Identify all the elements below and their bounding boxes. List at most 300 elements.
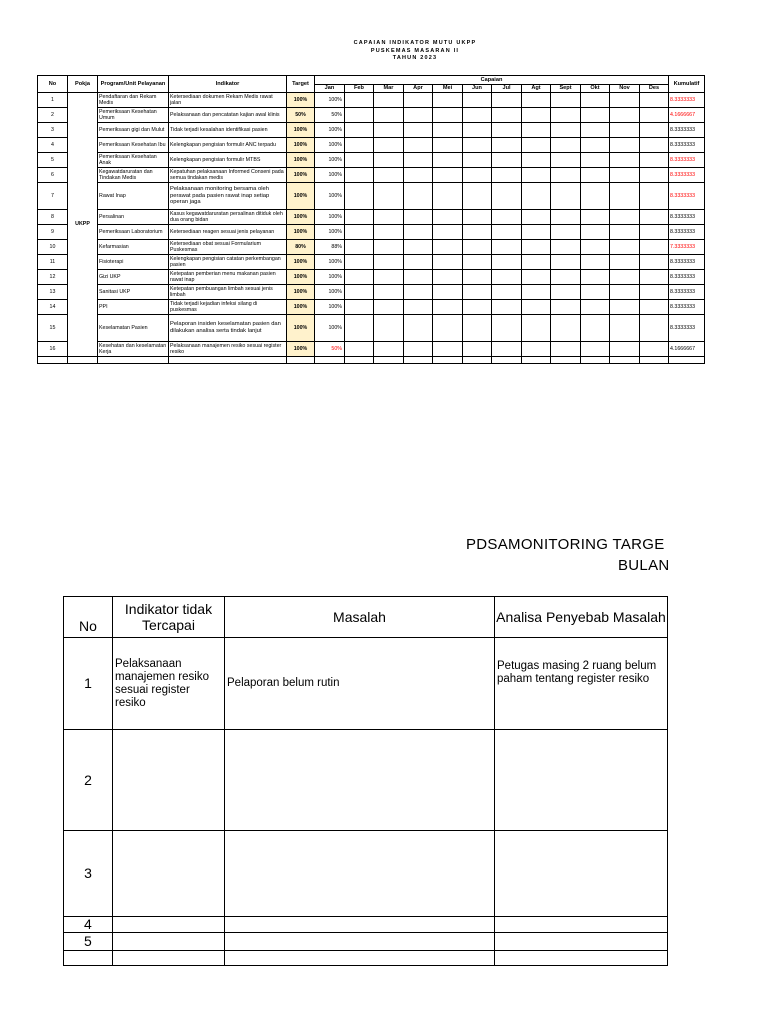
row-month-cell (581, 123, 610, 138)
row-indikator: Pelaporan insiden keselamatan pasien dan dilakukan analisa serta tindak lanjut (169, 315, 287, 342)
row-month-cell (640, 342, 669, 357)
row-no: 16 (38, 342, 68, 357)
pdsa-col-no: No (64, 597, 113, 638)
row-month-cell (404, 93, 433, 108)
row-no: 15 (38, 315, 68, 342)
pdsa-row-indikator (113, 951, 225, 966)
row-month-cell (404, 342, 433, 357)
row-month-cell (551, 270, 581, 285)
row-month-cell (522, 138, 551, 153)
row-indikator: Pelaksanaan monitoring bersama oleh perawat pada pasien rawat inap setiap operan jaga (169, 183, 287, 210)
row-month-cell (374, 342, 404, 357)
row-month-cell (463, 240, 492, 255)
row-month-cell (640, 225, 669, 240)
row-month-cell (640, 255, 669, 270)
row-month-cell (522, 285, 551, 300)
row-month-cell (433, 225, 463, 240)
month-header: Agt (522, 85, 551, 93)
table-row (38, 123, 705, 138)
row-month-cell (374, 123, 404, 138)
row-month-cell (345, 225, 374, 240)
row-month-cell (433, 285, 463, 300)
row-month-cell (404, 300, 433, 315)
row-target: 100% (287, 342, 315, 357)
row-month-cell (345, 342, 374, 357)
row-month-cell (374, 210, 404, 225)
row-month-cell (463, 210, 492, 225)
row-month-cell (345, 168, 374, 183)
row-month-cell (345, 270, 374, 285)
row-no: 9 (38, 225, 68, 240)
month-header: Sept (551, 85, 581, 93)
row-no: 13 (38, 285, 68, 300)
row-month-cell (433, 300, 463, 315)
row-month-cell (610, 270, 640, 285)
row-month-cell (522, 123, 551, 138)
row-month-cell (581, 108, 610, 123)
row-target: 80% (287, 240, 315, 255)
row-month-cell (610, 153, 640, 168)
row-program: Gizi UKP (98, 270, 169, 285)
row-month-cell (374, 255, 404, 270)
row-jan: 100% (315, 270, 345, 285)
row-jan: 100% (315, 153, 345, 168)
row-month-cell (374, 225, 404, 240)
row-kumulatif: 4.1666667 (669, 342, 705, 357)
row-month-cell (522, 240, 551, 255)
row-month-cell (433, 240, 463, 255)
row-month-cell (463, 123, 492, 138)
row-month-cell (404, 270, 433, 285)
row-no: 2 (38, 108, 68, 123)
row-jan: 100% (315, 315, 345, 342)
row-indikator: Tidak terjadi kesalahan identifikasi pasien (169, 123, 287, 138)
pdsa-row-masalah (225, 917, 495, 933)
row-month-cell (640, 93, 669, 108)
table-row (38, 108, 705, 123)
row-month-cell (374, 315, 404, 342)
empty-cell (38, 357, 68, 364)
pdsa-row-masalah: Pelaporan belum rutin (225, 638, 495, 730)
row-month-cell (581, 285, 610, 300)
row-program: Pemeriksaan Kesehatan Ibu (98, 138, 169, 153)
pdsa-subtitle: BULAN (618, 557, 670, 574)
row-month-cell (492, 210, 522, 225)
row-month-cell (551, 285, 581, 300)
row-month-cell (581, 210, 610, 225)
pdsa-row (64, 730, 668, 831)
table-row (38, 183, 705, 210)
table-row (38, 168, 705, 183)
row-target: 100% (287, 300, 315, 315)
row-month-cell (492, 270, 522, 285)
pdsa-row-masalah (225, 730, 495, 831)
row-month-cell (345, 183, 374, 210)
row-indikator: Ketepatan pembuangan limbah sesuai jenis limbah (169, 285, 287, 300)
col-target: Target (287, 76, 315, 93)
row-jan: 100% (315, 123, 345, 138)
row-no: 5 (38, 153, 68, 168)
row-month-cell (522, 183, 551, 210)
row-program: Pemeriksaan gigi dan Mulut (98, 123, 169, 138)
row-month-cell (522, 168, 551, 183)
row-program: Pemeriksaan Kesehatan Anak (98, 153, 169, 168)
row-month-cell (581, 342, 610, 357)
row-month-cell (581, 315, 610, 342)
row-month-cell (522, 93, 551, 108)
row-month-cell (640, 168, 669, 183)
row-target: 100% (287, 255, 315, 270)
row-month-cell (610, 225, 640, 240)
col-no: No (38, 76, 68, 93)
empty-cell (522, 357, 551, 364)
row-indikator: Kasus kegawatdaruratan persalinan ditiduk oleh dua orang bidan (169, 210, 287, 225)
row-month-cell (581, 93, 610, 108)
row-month-cell (345, 123, 374, 138)
row-month-cell (640, 108, 669, 123)
row-no: 8 (38, 210, 68, 225)
row-month-cell (463, 93, 492, 108)
row-month-cell (345, 300, 374, 315)
report-subtitle: PUSKEMAS MASARAN II (370, 47, 460, 54)
row-month-cell (433, 123, 463, 138)
row-month-cell (640, 300, 669, 315)
row-month-cell (492, 123, 522, 138)
empty-cell (610, 357, 640, 364)
row-month-cell (581, 240, 610, 255)
row-month-cell (492, 315, 522, 342)
row-month-cell (522, 210, 551, 225)
row-month-cell (640, 285, 669, 300)
row-no: 11 (38, 255, 68, 270)
row-program: Pemeriksaan Kesehatan Umum (98, 108, 169, 123)
month-header: Mar (374, 85, 404, 93)
row-no: 4 (38, 138, 68, 153)
row-kumulatif: 8.3333333 (669, 255, 705, 270)
row-month-cell (551, 255, 581, 270)
row-month-cell (610, 255, 640, 270)
row-month-cell (374, 270, 404, 285)
row-month-cell (522, 225, 551, 240)
pdsa-row-no: 4 (64, 917, 113, 933)
row-target: 100% (287, 270, 315, 285)
row-month-cell (463, 225, 492, 240)
row-pokja: UKPP (68, 93, 98, 357)
row-month-cell (404, 210, 433, 225)
row-target: 100% (287, 225, 315, 240)
pdsa-row-no: 1 (64, 638, 113, 730)
row-month-cell (610, 210, 640, 225)
empty-cell (374, 357, 404, 364)
row-no: 12 (38, 270, 68, 285)
row-month-cell (522, 300, 551, 315)
row-program: Rawat Inap (98, 183, 169, 210)
row-month-cell (640, 210, 669, 225)
col-pokja: Pokja (68, 76, 98, 93)
row-target: 100% (287, 183, 315, 210)
row-no: 10 (38, 240, 68, 255)
row-month-cell (551, 183, 581, 210)
row-month-cell (345, 285, 374, 300)
row-target: 100% (287, 210, 315, 225)
row-month-cell (581, 225, 610, 240)
col-program: Program/Unit Pelayanan (98, 76, 169, 93)
row-kumulatif: 8.3333333 (669, 225, 705, 240)
row-kumulatif: 8.3333333 (669, 93, 705, 108)
pdsa-row-analisa (495, 951, 668, 966)
row-month-cell (610, 240, 640, 255)
row-month-cell (404, 225, 433, 240)
col-kumulatif: Kumulatif (669, 76, 705, 93)
row-month-cell (551, 168, 581, 183)
report-header (0, 40, 768, 63)
table-row (38, 315, 705, 342)
row-month-cell (463, 153, 492, 168)
pdsa-row (64, 951, 668, 966)
row-month-cell (640, 183, 669, 210)
row-month-cell (374, 93, 404, 108)
row-month-cell (345, 315, 374, 342)
table-row-empty (38, 357, 705, 364)
empty-cell (169, 357, 287, 364)
row-jan: 100% (315, 210, 345, 225)
row-kumulatif: 8.3333333 (669, 270, 705, 285)
report-title: CAPAIAN INDIKATOR MUTU UKPP (353, 40, 477, 46)
pdsa-row-indikator (113, 730, 225, 831)
row-month-cell (640, 153, 669, 168)
pdsa-row-indikator (113, 917, 225, 933)
row-indikator: Kelengkapan pengisian formulir ANC terpadu (169, 138, 287, 153)
table-row (38, 240, 705, 255)
row-month-cell (610, 168, 640, 183)
table-row (38, 225, 705, 240)
row-month-cell (404, 108, 433, 123)
row-target: 100% (287, 138, 315, 153)
row-month-cell (551, 342, 581, 357)
table-row (38, 270, 705, 285)
row-program: Pemeriksaan Laboratorium (98, 225, 169, 240)
row-no: 3 (38, 123, 68, 138)
row-month-cell (492, 168, 522, 183)
row-month-cell (551, 138, 581, 153)
row-no: 6 (38, 168, 68, 183)
row-month-cell (610, 93, 640, 108)
row-indikator: Kelengkapan pengisian catatan perkembangan pasien (169, 255, 287, 270)
row-month-cell (581, 183, 610, 210)
row-program: Kesehatan dan keselamatan Kerja (98, 342, 169, 357)
row-kumulatif: 8.3333333 (669, 285, 705, 300)
row-indikator: Ketersediaan obat sesuai Formularium Puskesmas (169, 240, 287, 255)
row-month-cell (492, 153, 522, 168)
row-program: Sanitasi UKP (98, 285, 169, 300)
row-month-cell (492, 93, 522, 108)
row-month-cell (551, 300, 581, 315)
row-month-cell (492, 300, 522, 315)
row-kumulatif: 8.3333333 (669, 315, 705, 342)
row-month-cell (581, 138, 610, 153)
empty-cell (433, 357, 463, 364)
row-month-cell (404, 255, 433, 270)
row-month-cell (610, 315, 640, 342)
empty-cell (669, 357, 705, 364)
row-kumulatif: 8.3333333 (669, 123, 705, 138)
pdsa-row-masalah (225, 951, 495, 966)
row-month-cell (404, 138, 433, 153)
pdsa-row-indikator: Pelaksanaan manajemen resiko sesuai register resiko (113, 638, 225, 730)
pdsa-row-analisa: Petugas masing 2 ruang belum paham tentang register resiko (495, 638, 668, 730)
row-jan: 100% (315, 225, 345, 240)
indicator-table (37, 75, 705, 364)
row-month-cell (404, 123, 433, 138)
row-month-cell (551, 123, 581, 138)
pdsa-row-masalah (225, 831, 495, 917)
row-month-cell (640, 240, 669, 255)
row-month-cell (551, 108, 581, 123)
empty-cell (551, 357, 581, 364)
row-no: 1 (38, 93, 68, 108)
pdsa-row-no: 5 (64, 933, 113, 951)
row-jan: 50% (315, 108, 345, 123)
row-month-cell (433, 315, 463, 342)
row-program: Fisioterapi (98, 255, 169, 270)
row-target: 50% (287, 108, 315, 123)
row-program: Persalinan (98, 210, 169, 225)
empty-cell (345, 357, 374, 364)
pdsa-row (64, 831, 668, 917)
row-month-cell (345, 93, 374, 108)
row-month-cell (492, 183, 522, 210)
row-month-cell (463, 138, 492, 153)
row-month-cell (581, 168, 610, 183)
row-program: Keselamatan Pasien (98, 315, 169, 342)
row-jan: 100% (315, 183, 345, 210)
row-month-cell (433, 153, 463, 168)
row-month-cell (433, 93, 463, 108)
month-header: Apr (404, 85, 433, 93)
pdsa-row-analisa (495, 831, 668, 917)
row-month-cell (640, 270, 669, 285)
row-month-cell (551, 153, 581, 168)
row-month-cell (433, 255, 463, 270)
row-indikator: Kepatuhan pelaksanaan Informed Conseni pada semua tindakan medis (169, 168, 287, 183)
pdsa-col-masalah: Masalah (225, 597, 495, 638)
row-target: 100% (287, 153, 315, 168)
row-month-cell (610, 300, 640, 315)
row-month-cell (345, 108, 374, 123)
row-month-cell (551, 240, 581, 255)
row-month-cell (492, 225, 522, 240)
pdsa-row-no: 2 (64, 730, 113, 831)
empty-cell (492, 357, 522, 364)
row-month-cell (374, 153, 404, 168)
month-header: Jun (463, 85, 492, 93)
pdsa-col-analisa: Analisa Penyebab Masalah (495, 597, 668, 638)
row-month-cell (610, 183, 640, 210)
col-capaian: Capaian (315, 76, 669, 85)
row-month-cell (551, 210, 581, 225)
row-target: 100% (287, 93, 315, 108)
empty-cell (68, 357, 98, 364)
row-kumulatif: 8.3333333 (669, 300, 705, 315)
row-month-cell (581, 270, 610, 285)
row-program: PPI (98, 300, 169, 315)
pdsa-row-masalah (225, 933, 495, 951)
row-kumulatif: 8.3333333 (669, 183, 705, 210)
report-year: TAHUN 2023 (392, 55, 438, 61)
row-jan: 100% (315, 285, 345, 300)
row-indikator: Ketersediaan dokumen Rekam Medis rawat jalan (169, 93, 287, 108)
row-month-cell (551, 93, 581, 108)
row-month-cell (433, 210, 463, 225)
row-month-cell (610, 138, 640, 153)
row-kumulatif: 8.3333333 (669, 168, 705, 183)
month-header: Jul (492, 85, 522, 93)
row-program: Kegawatdaruratan dan Tindakan Medis (98, 168, 169, 183)
pdsa-row-no (64, 951, 113, 966)
row-month-cell (345, 240, 374, 255)
row-month-cell (492, 108, 522, 123)
table-row (38, 138, 705, 153)
col-indikator: Indikator (169, 76, 287, 93)
row-month-cell (492, 240, 522, 255)
row-target: 100% (287, 123, 315, 138)
row-month-cell (522, 315, 551, 342)
row-month-cell (404, 153, 433, 168)
row-month-cell (492, 285, 522, 300)
row-month-cell (404, 183, 433, 210)
row-month-cell (551, 225, 581, 240)
table-row (38, 153, 705, 168)
row-month-cell (463, 255, 492, 270)
row-month-cell (404, 315, 433, 342)
pdsa-row (64, 638, 668, 730)
row-month-cell (374, 183, 404, 210)
row-jan: 100% (315, 255, 345, 270)
row-jan: 100% (315, 93, 345, 108)
row-month-cell (463, 183, 492, 210)
row-month-cell (374, 108, 404, 123)
row-month-cell (433, 270, 463, 285)
pdsa-row-indikator (113, 933, 225, 951)
row-kumulatif: 4.1666667 (669, 108, 705, 123)
row-month-cell (463, 270, 492, 285)
row-jan: 50% (315, 342, 345, 357)
table-row (38, 210, 705, 225)
row-month-cell (492, 138, 522, 153)
row-month-cell (522, 270, 551, 285)
row-month-cell (345, 138, 374, 153)
row-month-cell (345, 210, 374, 225)
empty-cell (581, 357, 610, 364)
row-month-cell (374, 285, 404, 300)
row-month-cell (433, 168, 463, 183)
pdsa-row-analisa (495, 917, 668, 933)
month-header: Feb (345, 85, 374, 93)
row-month-cell (345, 153, 374, 168)
month-header: Jan (315, 85, 345, 93)
row-jan: 100% (315, 168, 345, 183)
row-indikator: Pelaksanaan manajemen resiko sesuai register resiko (169, 342, 287, 357)
row-target: 100% (287, 285, 315, 300)
table-row (38, 342, 705, 357)
row-month-cell (581, 255, 610, 270)
pdsa-row (64, 917, 668, 933)
row-month-cell (404, 168, 433, 183)
row-month-cell (522, 342, 551, 357)
empty-cell (315, 357, 345, 364)
row-indikator: Ketepatan pemberian menu makanan pasien rawat inap (169, 270, 287, 285)
row-month-cell (463, 285, 492, 300)
